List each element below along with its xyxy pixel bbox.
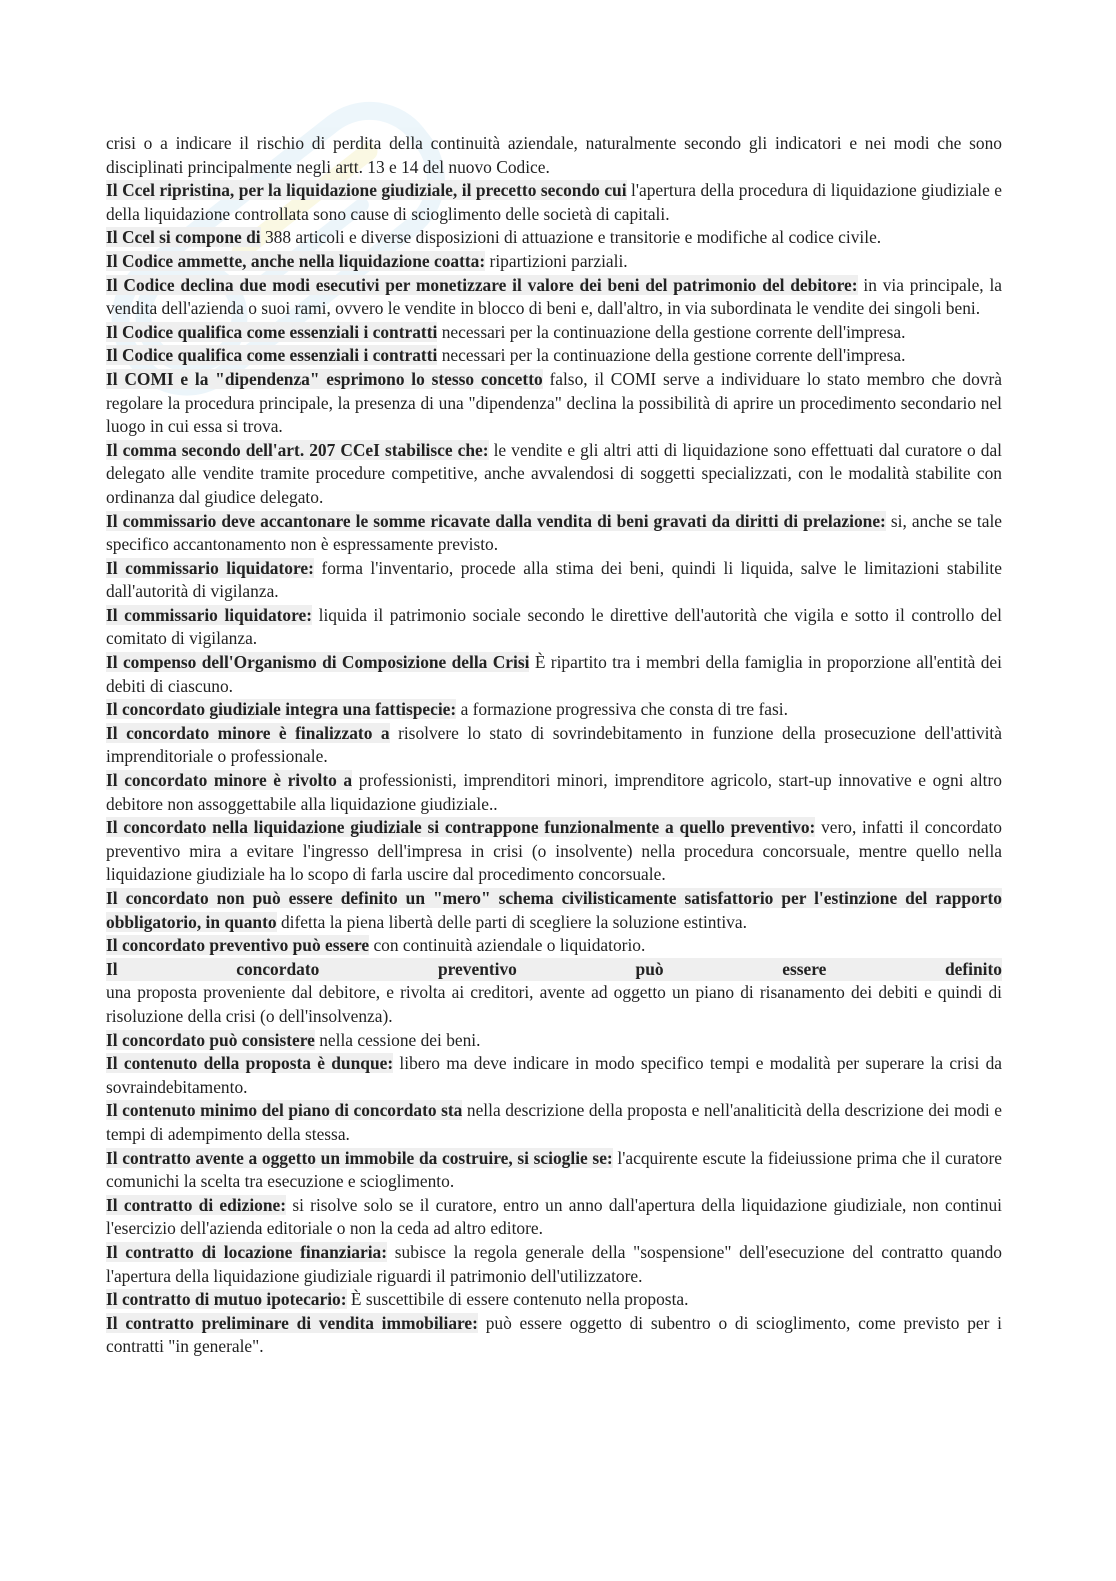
qa-entry — [106, 1029, 1002, 1053]
qa-entry — [106, 321, 1002, 345]
answer-text: nella cessione dei beni. — [319, 1029, 481, 1050]
answer-text: liquida il patrimonio sociale secondo le direttive dell'autorità che vigila e sotto il controllo del comitato di vigilanza. — [106, 604, 1002, 649]
question-text: Il Codice qualifica come essenziali i contratti — [106, 345, 438, 366]
question-text: Il concordato giudiziale integra una fattispecie: — [106, 699, 457, 720]
answer-text: falso, il COMI serve a individuare lo stato membro che dovrà regolare la procedura principale, la presenza di una "dipendenza" declina la possibilità di aprire un procedimento secondario nel luogo in cui essa si trova. — [106, 368, 1002, 437]
qa-entry — [106, 226, 1002, 250]
answer-text: difetta la piena libertà delle parti di scegliere la soluzione estintiva. — [280, 911, 747, 932]
qa-entry — [106, 368, 1002, 439]
answer-text: ripartizioni parziali. — [489, 250, 628, 271]
question-text: Il contratto di locazione finanziaria: — [106, 1241, 388, 1262]
qa-entry — [106, 1194, 1002, 1241]
question-text: Il concordato minore è finalizzato a — [106, 722, 390, 743]
answer-text: risolvere lo stato di sovrindebitamento in funzione della prosecuzione dell'attività imprenditoriale o professionale. — [106, 722, 1002, 767]
qa-entry — [106, 651, 1002, 698]
answer-text: professionisti, imprenditori minori, imprenditore agricolo, start-up innovative e ogni altro debitore non assoggettabile alla liquidazione giudiziale.. — [106, 770, 1002, 814]
qa-entry — [106, 934, 1002, 958]
answer-text: È ripartito tra i membri della famiglia in proporzione all'entità dei debiti di ciascuno. — [106, 652, 1002, 696]
answer-text: libero ma deve indicare in modo specifico tempi e modalità per superare la crisi da sovraindebitamento. — [106, 1053, 1002, 1097]
question-text: Il Codice ammette, anche nella liquidazione coatta: — [106, 250, 486, 271]
answer-text: può essere oggetto di subentro o di scioglimento, come previsto per i contratti "in generale". — [106, 1312, 1003, 1357]
answer-text: a formazione progressiva che consta di tre fasi. — [460, 699, 788, 720]
question-text: Il commissario liquidatore: — [106, 604, 313, 625]
answer-text: l'apertura della procedura di liquidazione giudiziale e della liquidazione controllata sono cause di scioglimento delle società di capitali. — [106, 180, 1002, 224]
qa-entry — [106, 344, 1002, 368]
answer-text: l'acquirente escute la fideiussione prima che il curatore comunichi la scelta tra esecuzione e scioglimento. — [106, 1147, 1002, 1192]
qa-entry — [106, 604, 1002, 651]
question-text: Il contenuto minimo del piano di concordato sta — [106, 1100, 463, 1121]
qa-entry — [106, 1147, 1002, 1194]
qa-entry — [106, 250, 1002, 274]
answer-text: si, anche se tale specifico accantonamento non è espressamente previsto. — [106, 510, 1002, 555]
question-text: Il concordato preventivo può essere — [106, 935, 370, 956]
question-text: Il Codice qualifica come essenziali i contratti — [106, 321, 438, 342]
answer-text: necessari per la continuazione della gestione corrente dell'impresa. — [441, 345, 906, 366]
qa-entry — [106, 816, 1002, 887]
question-text: Il concordato preventivo può essere definito — [106, 958, 1002, 982]
answer-text: subisce la regola generale della "sospensione" dell'esecuzione del contratto quando l'apertura della liquidazione giudiziale riguardi il patrimonio dell'utilizzatore. — [106, 1241, 1002, 1286]
answer-text: nella descrizione della proposta e nell'analiticità della descrizione dei modi e tempi di adempimento della stessa. — [106, 1100, 1002, 1144]
answer-text: forma l'inventario, procede alla stima dei beni, quindi li liquida, salve le limitazioni stabilite dall'autorità di vigilanza. — [106, 557, 1002, 602]
answer-text: È suscettibile di essere contenuto nella proposta. — [350, 1289, 689, 1310]
qa-entry — [106, 769, 1002, 816]
qa-entry — [106, 1312, 1002, 1359]
question-text: Il comma secondo dell'art. 207 CCeI stabilisce che: — [106, 439, 489, 460]
question-text: Il contenuto della proposta è dunque: — [106, 1053, 394, 1074]
qa-entry — [106, 1099, 1002, 1146]
question-text: Il contratto di mutuo ipotecario: — [106, 1289, 347, 1310]
qa-entry — [106, 958, 1002, 1029]
qa-entry — [106, 698, 1002, 722]
answer-text: vero, infatti il concordato preventivo mira a evitare l'ingresso dell'impresa in crisi (o insolvente) nella procedura concorsuale, mentre quello nella liquidazione giudiziale ha lo scopo di farla uscire dal procedimento concorsuale. — [106, 817, 1002, 885]
question-text: Il concordato minore è rivolto a — [106, 770, 353, 791]
answer-text: 388 articoli e diverse disposizioni di attuazione e transitorie e modifiche al codice civile. — [264, 227, 882, 248]
question-text: Il COMI e la "dipendenza" esprimono lo stesso concetto — [106, 368, 543, 389]
question-text: Il concordato può consistere — [106, 1029, 315, 1050]
answer-text: si risolve solo se il curatore, entro un anno dall'apertura della liquidazione giudiziale, non continui l'esercizio dell'azienda editoriale o non la ceda ad altro editore. — [106, 1194, 1002, 1239]
question-text: Il Ccel ripristina, per la liquidazione giudiziale, il precetto secondo cui — [106, 180, 627, 201]
question-text: Il commissario deve accantonare le somme ricavate dalla vendita di beni gravati da diritti di prelazione: — [106, 510, 886, 531]
answer-text: una proposta proveniente dal debitore, e rivolta ai creditori, avente ad oggetto un piano di risanamento dei debiti e quindi di risoluzione della crisi (o dell'insolvenza). — [106, 982, 1002, 1026]
question-text: Il compenso dell'Organismo di Composizione della Crisi — [106, 652, 530, 673]
qa-entry — [106, 1241, 1002, 1288]
answer-text: necessari per la continuazione della gestione corrente dell'impresa. — [441, 321, 906, 342]
question-text: Il commissario liquidatore: — [106, 557, 314, 578]
qa-entry — [106, 274, 1002, 321]
qa-entry — [106, 1288, 1002, 1312]
question-text: Il contratto preliminare di vendita immobiliare: — [106, 1312, 478, 1333]
qa-entry — [106, 510, 1002, 557]
intro-paragraph: crisi o a indicare il rischio di perdita della continuità aziendale, naturalmente secondo gli indicatori e nei modi che sono disciplinati principalmente negli artt. 13 e 14 del nuovo Codice. — [106, 133, 1002, 177]
document-body — [106, 132, 1002, 1359]
question-text: Il contratto di edizione: — [106, 1194, 287, 1215]
qa-entry — [106, 722, 1002, 769]
question-text: Il Ccel si compone di — [106, 227, 261, 248]
question-text: Il concordato non può essere definito un "mero" schema civilisticamente satisfattorio per l'estinzione del rapporto obbligatorio, in quanto — [106, 888, 1002, 932]
answer-text: con continuità aziendale o liquidatorio. — [373, 935, 646, 956]
answer-text: in via principale, la vendita dell'azienda o suoi rami, ovvero le vendite in blocco di beni e, dall'altro, in via subordinata le vendite dei singoli beni. — [106, 274, 1002, 319]
qa-entry — [106, 439, 1002, 510]
qa-entry — [106, 179, 1002, 226]
answer-text: le vendite e gli altri atti di liquidazione sono effettuati dal curatore o dal delegato alle vendite tramite procedure competitive, anche avvalendosi di soggetti specializzati, con le modalità stabilite con ordinanza dal giudice delegato. — [106, 439, 1002, 507]
qa-entry — [106, 1052, 1002, 1099]
qa-entry — [106, 557, 1002, 604]
qa-entry — [106, 887, 1002, 934]
question-text: Il Codice declina due modi esecutivi per monetizzare il valore dei beni del patrimonio del debitore: — [106, 274, 858, 295]
question-text: Il contratto avente a oggetto un immobile da costruire, si scioglie se: — [106, 1147, 613, 1168]
question-text: Il concordato nella liquidazione giudiziale si contrappone funzionalmente a quello preventivo: — [106, 817, 816, 838]
